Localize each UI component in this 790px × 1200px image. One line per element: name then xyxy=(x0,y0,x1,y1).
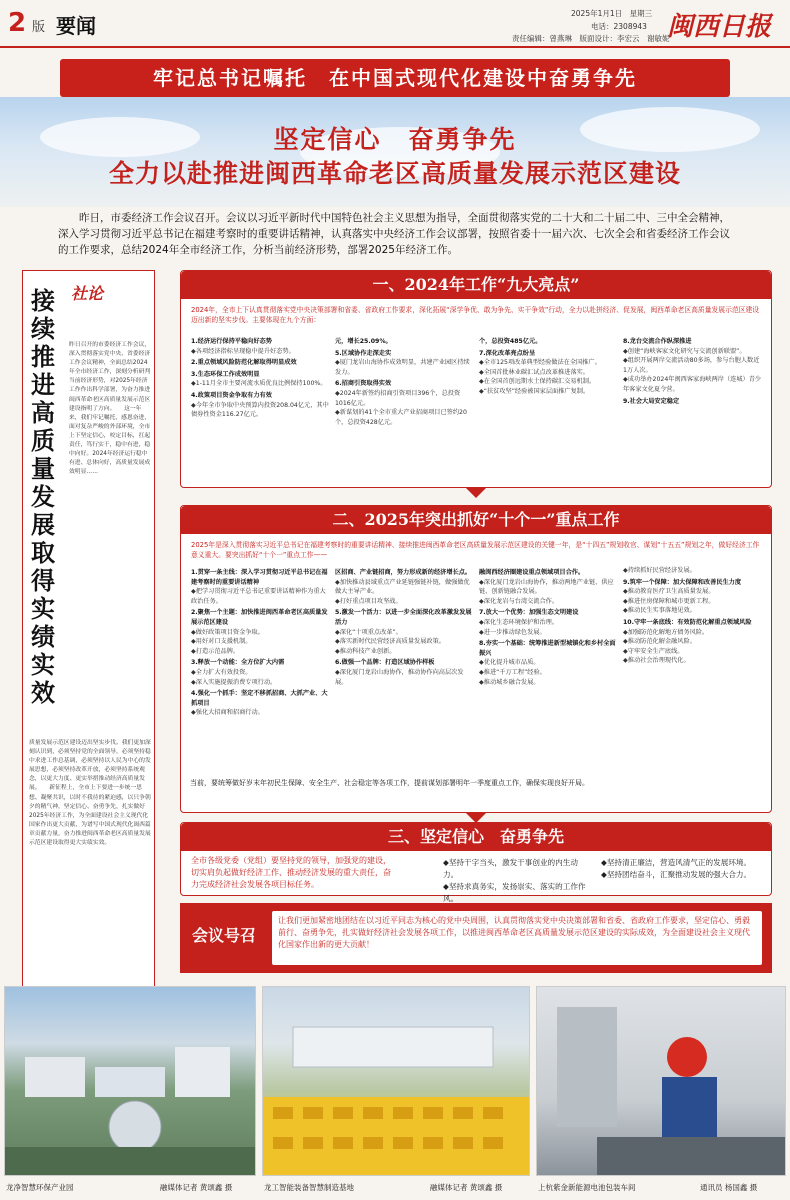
list-item: ◆做好政策项目资金争取。 xyxy=(191,628,264,636)
list-item: ◆新谋划的41个全市重大产业招商项目已签约20个，总投资428亿元。 xyxy=(335,409,467,426)
photo-credit-2: 融媒体记者 黄颂鑫 摄 xyxy=(430,1183,503,1192)
list-item: ◆推进住房保障和城市更新工程。 xyxy=(623,597,715,605)
meeting-call-text: 让我们更加紧密地团结在以习近平同志为核心的党中央周围，认真贯彻落实党中央决策部署和省委、省政府工作要求，坚定信心、勇毅前行、奋勇争先，扎实做好经济社会发展各项工作，以推进闽西革命老区高质量发展示范区建设的实际成效，为全面建设社会主义现代化国家作出新的更大贡献！ xyxy=(272,911,762,965)
list-item: ◆强化大招商和招商行动。 xyxy=(191,709,264,717)
list-item: 融闽西经济圈建设重点领域项目合作。 xyxy=(479,569,585,576)
list-item: ◆打造示范品牌。 xyxy=(191,647,240,655)
list-item: ◆持续抓好民营经济发展。 xyxy=(623,567,696,574)
list-item: ◆守牢安全生产底线。 xyxy=(623,647,684,655)
section-1-col1 xyxy=(191,335,329,420)
list-item: 1.经济运行保持平稳向好态势 xyxy=(191,338,272,345)
list-item: ◆各项经济指标呈现稳中提升好态势。 xyxy=(191,347,295,355)
list-item: ◆1-11月全市主要河流水质优良比例保持100%。 xyxy=(191,380,327,388)
photo-credit-1: 融媒体记者 黄颂鑫 摄 xyxy=(160,1183,233,1192)
editorial-text-bottom: 质量发展示范区建设迈出坚实步伐。我们更加深刻认识到，必须坚持党的全面领导，必须坚持稳中求进工作总基调，必须坚持以人民为中心的发展思想，必须坚持改革开放，必须坚持系统观念，以更大力度、更实举措推动经济高质量发展。 新征程上，全市上下要进一步统一思想、凝聚共识，以时不我待的紧迫感，以只争朝夕的精气神，坚定信心、奋勇争先，扎实做好2025年经济工作，为全面建设社会主义现代化国家作出更大贡献，为谱写中国式现代化闽西篇章贡献力量，奋力推进闽西革命老区高质量发展示范区建设取得更大实绩实效。 xyxy=(29,740,151,847)
list-item: ◆用好对口支援机制。 xyxy=(191,638,252,646)
headline-line2: 全力以赴推进闽西革命老区高质量发展示范区建设 xyxy=(108,159,681,188)
photo-caption-1: 龙净智慧环保产业园 xyxy=(6,1183,74,1192)
list-item: 2.聚焦一个主题：加快推进闽西革命老区高质量发展示范区建设 xyxy=(191,609,328,626)
page-number: 2 xyxy=(8,8,27,38)
issue-date: 2025年1月1日 星期三 xyxy=(571,9,653,18)
section-1-col4 xyxy=(623,335,763,406)
photo-credit-3: 通讯员 杨国鑫 摄 xyxy=(700,1183,758,1192)
photo-caption-3: 上杭紫金新能源电池包装车间 xyxy=(538,1183,636,1192)
editorial-label: 社论 xyxy=(71,284,104,303)
editorial-text-top: 昨日召开的市委经济工作会议，深入贯彻落实党中央、省委经济工作会议精神，全面总结2024年全市经济工作，深刻分析研判当前经济形势，对2025年经济工作作出科学部署，为奋力推进闽西革命老区高质量发展示范区建设指明了方向。 这一年来，我们牢记嘱托、感恩奋进，面对复杂严峻的外部环境，全市上下坚定信心，咬定目标，扛起责任，笃行实干，稳中有进，稳中向好。2024年经济运行稳中有进、总体向好，高质量发展成效明显…… xyxy=(69,342,151,476)
headline-line1: 坚定信心 奋勇争先 xyxy=(273,125,517,154)
photo-battery-workshop xyxy=(536,986,786,1176)
section-2-intro: 2025年是深入贯彻落实习近平总书记在福建考察时的重要讲话精神、接续推进闽西革命老区高质量发展示范区建设的关键一年，是“十四五”规划收官、谋划“十五五”规划之年，做好经济工作意义重大。要突出抓好“十个一”重点工作—— xyxy=(191,541,760,559)
section-3-right xyxy=(601,857,761,881)
photo-caption-2: 龙工智能装备智慧制造基地 xyxy=(264,1183,354,1192)
photo-industrial-park xyxy=(4,986,256,1176)
list-item: 6.做强一个品牌：打造区域协作样板 xyxy=(335,659,435,667)
section-3 xyxy=(180,822,772,903)
list-item: ◆全国首批林业碳汇试点改革推进落实。 xyxy=(479,368,589,376)
section-1-arrow-icon xyxy=(466,488,486,498)
banner-text: 牢记总书记嘱托 在中国式现代化建设中奋勇争先 xyxy=(153,66,637,90)
list-item: ◆深化生态环境保护和治理。 xyxy=(479,618,559,626)
list-item: ◆推动防范化解金融风险。 xyxy=(623,638,696,646)
list-item: ◆加快推动县域重点产业延链强链补链，做强做优做大主导产业。 xyxy=(335,578,470,596)
list-item: ◆加强防范化解地方债务风险。 xyxy=(623,628,709,636)
section-2-closing: 当前，要统筹做好岁末年初民生保障、安全生产、社会稳定等各项工作，提前谋划部署明年一季度重点工作，确保实现良好开局。 xyxy=(190,779,589,787)
editorial-title: 接续推进高质量发展取得实绩实效 xyxy=(31,287,55,707)
meeting-call xyxy=(180,903,772,973)
section-1 xyxy=(180,270,772,488)
section-1-col3 xyxy=(479,335,617,397)
list-item: 6.招商引资取得实效 xyxy=(335,380,392,388)
list-item: ◆今年全市争取中央预算内投资208.04亿元，其中债券性资金116.27亿元。 xyxy=(191,401,329,419)
list-item: ◆厦门龙岩山海协作成效明显，共建产业园区持续发力。 xyxy=(335,359,470,376)
editorial-column xyxy=(22,270,155,1040)
newspaper-logo: 闽西日报 xyxy=(667,12,772,42)
list-item: 4.政策项目资金争取有力有效 xyxy=(191,391,272,399)
list-item: 8.夯实一个基础：统筹推进新型城镇化和乡村全面振兴 xyxy=(479,640,616,657)
section-2-col3 xyxy=(479,566,617,687)
list-item: 区招商、产业链招商，努力形成新的经济增长点。 xyxy=(335,569,472,576)
list-item: ◆坚持求真务实，发扬崇实、落实的工作作风。 xyxy=(443,882,586,903)
section-2-col1 xyxy=(191,566,329,718)
list-item: ◆坚持清正廉洁，营造风清气正的发展环境。 xyxy=(601,858,752,867)
photo-machinery-yard xyxy=(262,986,530,1176)
list-item: 元，增长25.09%。 xyxy=(335,338,392,345)
masthead xyxy=(0,0,790,48)
list-item: ◆深化厦门龙岩山海协作，推动两地产业链、供应链、创新链融合发展。 xyxy=(479,578,614,596)
list-item: ◆组织开展两岸交流活动80多场，参与台胞人数近1万人次。 xyxy=(623,357,760,374)
list-item: 1.贯穿一条主线：深入学习贯彻习近平总书记在福建考察时的重要讲话精神 xyxy=(191,569,328,586)
meeting-call-title: 会议号召 xyxy=(192,926,257,945)
list-item: ◆在全国首创远期水土保持碳汇交易机制。 xyxy=(479,378,596,386)
list-item: ◆坚持团结奋斗，汇聚推动发展的强大合力。 xyxy=(601,870,752,879)
list-item: ◆深化厦门龙岩山海协作，推动协作向高层次发展。 xyxy=(335,668,464,686)
list-item: ◆成功举办2024年闽西客家海峡两岸（连城）青少年客家文化夏令营。 xyxy=(623,376,762,393)
list-item: ◆推动民生实事落地见效。 xyxy=(623,607,696,615)
list-item: 9.社会大局安定稳定 xyxy=(623,397,680,405)
list-item: 个，总投资485亿元。 xyxy=(479,338,542,345)
section-2 xyxy=(180,505,772,813)
section-1-title: 一、2024年工作“九大亮点” xyxy=(372,275,580,294)
list-item: 7.深化改革亮点纷呈 xyxy=(479,349,536,357)
list-item: 5.区域协作走深走实 xyxy=(335,349,392,357)
section-3-mid xyxy=(443,857,593,905)
list-item: 4.强化一个抓手：坚定不移抓招商、大抓产业、大抓项目 xyxy=(191,690,328,707)
list-item: ◆深化“十项重点改革”。 xyxy=(335,628,402,636)
list-item: 7.放大一个优势：加强生态文明建设 xyxy=(479,609,579,617)
photo-machinery-yard-drawing xyxy=(263,987,529,1175)
list-item: ◆推动城乡融合发展。 xyxy=(479,678,540,686)
section-1-col2 xyxy=(335,335,473,427)
section-3-title: 三、坚定信心 奋勇争先 xyxy=(387,827,564,846)
list-item: ◆“扶贫攻坚”经验被国家层面推广复制。 xyxy=(479,387,590,395)
section-1-intro: 2024年，全市上下认真贯彻落实党中央决策部署和省委、省政府工作要求，深化拓展“深学争优、敢为争先、实干争效”行动，全力以赴拼经济、促发展，闽西革命老区高质量发展示范区建设迈出新的坚实步伐。主要体现在九个方面： xyxy=(191,306,760,324)
page-ban-label: 版 xyxy=(32,20,46,35)
list-item: ◆推动科技产业创新。 xyxy=(335,647,396,655)
top-banner xyxy=(60,59,730,97)
list-item: ◆打好重点项目攻坚战。 xyxy=(335,597,402,605)
list-item: ◆2024年新签约招商引资项目396个，总投资1016亿元。 xyxy=(335,389,461,407)
list-item: ◆全力扩大有效投资。 xyxy=(191,668,252,676)
list-item: 8.龙台交流合作纵深推进 xyxy=(623,338,692,345)
list-item: ◆推动教育医疗卫生高质量发展。 xyxy=(623,588,715,596)
list-item: ◆深入实施提振消费专项行动。 xyxy=(191,678,277,686)
lead-paragraph: 昨日，市委经济工作会议召开。会议以习近平新时代中国特色社会主义思想为指导，全面贯彻落实党的二十大和二十届二中、三中全会精神，深入学习贯彻习近平总书记在福建考察时的重要讲话精神，认真落实中央经济工作会议部署，按照省委十一届六次、七次全会和省委经济工作会议的工作要求，总结2024年全市经济工作，分析当前经济形势，部署2025年经济工作。 xyxy=(58,212,730,256)
list-item: ◆坚持干字当头，激发干事创业的内生动力。 xyxy=(443,858,578,879)
section-2-title: 二、2025年突出抓好“十个一”重点工作 xyxy=(332,510,620,529)
phone: 电话：2308943 xyxy=(591,22,647,31)
list-item: 3.生态环保工作成效明显 xyxy=(191,370,260,378)
photo-battery-workshop-drawing xyxy=(537,987,785,1175)
section-2-col2 xyxy=(335,566,473,687)
editors-line: 责任编辑：曾燕琳 版面设计：李宏云 谢敏妮 xyxy=(512,34,670,43)
section-name: 要闻 xyxy=(56,14,96,38)
list-item: 10.守牢一条底线：有效防范化解重点领域风险 xyxy=(623,618,752,626)
list-item: ◆创建“海峡客家文化研究与交流创新联盟”。 xyxy=(623,347,746,355)
list-item: 3.释放一个动能：全方位扩大内需 xyxy=(191,659,285,667)
photo-industrial-park-drawing xyxy=(5,987,255,1175)
list-item: 5.激发一个活力：以进一步全面深化改革激发发展活力 xyxy=(335,609,472,626)
list-item: ◆落实新时代民营经济高质量发展政策。 xyxy=(335,638,445,646)
list-item: ◆进一步推动绿色发展。 xyxy=(479,628,546,636)
list-item: 9.筑牢一个保障：加大保障和改善民生力度 xyxy=(623,578,742,586)
list-item: ◆推进“千万工程”经验。 xyxy=(479,668,546,676)
list-item: ◆推动社会治理现代化。 xyxy=(623,657,690,665)
list-item: 2.重点领域风险防范化解取得明显成效 xyxy=(191,359,297,367)
section-3-left: 全市各级党委（党组）要坚持党的领导，加强党的建设，切实肩负起做好经济工作、推动经济发展的重大责任，奋力完成经济社会发展各项目标任务。 xyxy=(191,856,391,889)
list-item: ◆全市125项改革典型经验做法在全国推广。 xyxy=(479,359,601,367)
list-item: ◆深化龙岩与台湾交流合作。 xyxy=(479,597,559,605)
section-2-col4 xyxy=(623,566,763,666)
list-item: ◆优化提升城市品质。 xyxy=(479,659,540,667)
list-item: ◆把学习贯彻习近平总书记重要讲话精神作为重大政治任务。 xyxy=(191,588,326,605)
